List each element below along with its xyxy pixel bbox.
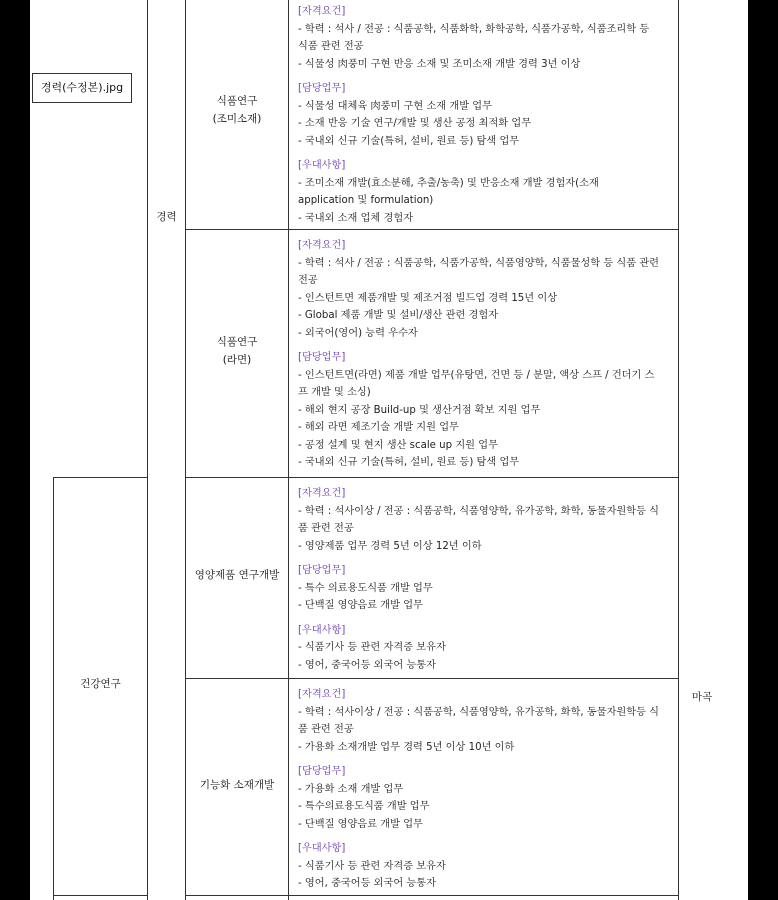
detail-line: - 특수의료용도식품 개발 업무 xyxy=(298,801,430,812)
job-details xyxy=(298,485,670,674)
row-divider xyxy=(185,895,679,896)
column-divider xyxy=(288,0,289,900)
row-divider xyxy=(53,477,148,478)
detail-line: - 식품기사 등 관련 자격증 보유자 xyxy=(298,642,446,653)
row-divider xyxy=(185,477,679,478)
detail-line: - 식물성 대체육 肉풍미 구현 소재 개발 업무 xyxy=(298,100,492,112)
detail-line: - 공정 설계 및 현지 생산 scale up 지원 업무 xyxy=(298,439,498,451)
detail-line: 식품 관련 전공 xyxy=(298,41,364,52)
job-title: 식품연구 (라면) xyxy=(216,336,258,366)
detail-line: - 소재 반응 기술 연구/개발 및 생산 공정 최적화 업무 xyxy=(298,118,532,129)
detail-line: - 인스턴트면(라면) 제품 개발 업무(유탕면, 건면 등 / 분말, 액상 스프 / 건더기 스 xyxy=(298,369,655,381)
section-heading: [담당업무] xyxy=(298,565,346,576)
detail-line: - 가용화 소재 개발 업무 xyxy=(298,783,404,795)
detail-line: - 영어, 중국어등 외국어 능통자 xyxy=(298,659,436,671)
job-title: 식품연구 (조미소재) xyxy=(212,95,262,125)
detail-line: - 해외 현지 공장 Build-up 및 생산거점 확보 지원 업무 xyxy=(298,404,541,416)
file-name-tag[interactable]: 경력(수정본).jpg xyxy=(32,73,132,103)
detail-line: 전공 xyxy=(298,275,318,286)
column-divider xyxy=(185,0,186,900)
detail-line: - 특수 의료용도식품 개발 업무 xyxy=(298,582,433,594)
section-heading: [담당업무] xyxy=(298,83,346,94)
section-heading: [자격요건] xyxy=(298,6,346,17)
section-heading: [자격요건] xyxy=(298,689,346,700)
section-heading: [우대사항] xyxy=(298,843,346,854)
detail-line: - 학력 : 석사 / 전공 : 식품공학, 식품화학, 화학공학, 식품가공학, 식품조리학 등 xyxy=(298,23,650,35)
document-page xyxy=(30,0,748,900)
location-label: 마곡 xyxy=(691,691,713,703)
department-label: 건강연구 xyxy=(80,678,121,690)
job-details xyxy=(298,237,670,472)
section-heading: [자격요건] xyxy=(298,240,346,251)
section-heading: [담당업무] xyxy=(298,766,346,777)
detail-line: - 외국어(영어) 능력 우수자 xyxy=(298,327,418,339)
job-title: 영양제품 연구개발 xyxy=(194,569,280,581)
detail-line: - 영양제품 업무 경력 5년 이상 12년 이하 xyxy=(298,540,482,552)
detail-line: - 학력 : 석사이상 / 전공 : 식품공학, 식품영양학, 유가공학, 화학, 동물자원학등 식 xyxy=(298,505,660,517)
job-details xyxy=(298,3,670,227)
detail-line: 품 관련 전공 xyxy=(298,724,354,735)
detail-line: - Global 제품 개발 및 설비/생산 관련 경험자 xyxy=(298,310,499,321)
section-heading: [자격요건] xyxy=(298,488,346,499)
detail-line: - 국내외 신규 기술(특허, 설비, 원료 등) 탐색 업무 xyxy=(298,135,520,147)
detail-line: - 국내외 신규 기술(특허, 설비, 원료 등) 탐색 업무 xyxy=(298,457,520,468)
detail-line: - 단백질 영양음료 개발 업무 xyxy=(298,600,423,611)
detail-line: - 식품기사 등 관련 자격증 보유자 xyxy=(298,860,446,872)
column-divider xyxy=(147,0,148,900)
detail-line: - 학력 : 석사 / 전공 : 식품공학, 식품가공학, 식품영양학, 식품물성학 등 식품 관련 xyxy=(298,257,660,269)
detail-line: 프 개발 및 소싱) xyxy=(298,387,371,398)
detail-line: - 단백질 영양음료 개발 업무 xyxy=(298,818,423,830)
section-heading: [담당업무] xyxy=(298,352,346,363)
row-divider xyxy=(185,678,679,679)
detail-line: - 식물성 肉풍미 구현 반응 소재 및 조미소재 개발 경력 3년 이상 xyxy=(298,58,581,70)
detail-line: - 가용화 소재개발 업무 경력 5년 이상 10년 이하 xyxy=(298,741,515,753)
section-heading: [우대사항] xyxy=(298,160,346,171)
detail-line: - 국내외 소재 업체 경험자 xyxy=(298,212,414,224)
column-divider xyxy=(678,0,679,900)
detail-line: - 조미소재 개발(효소분해, 추출/농축) 및 반응소재 개발 경험자(소재 xyxy=(298,177,599,189)
job-details xyxy=(298,686,670,893)
detail-line: - 해외 라면 제조기술 개발 지원 업무 xyxy=(298,422,459,433)
detail-line: - 인스턴트면 제품개발 및 제조거점 빌드업 경력 15년 이상 xyxy=(298,292,558,304)
row-divider xyxy=(185,229,679,230)
career-label: 경력 xyxy=(156,211,177,223)
detail-line: - 영어, 중국어등 외국어 능통자 xyxy=(298,878,436,889)
detail-line: - 학력 : 석사이상 / 전공 : 식품공학, 식품영양학, 유가공학, 화학, 동물자원학등 식 xyxy=(298,706,660,718)
section-heading: [우대사항] xyxy=(298,624,346,636)
job-title: 기능화 소재개발 xyxy=(199,779,275,791)
detail-line: application 및 formulation) xyxy=(298,195,434,206)
row-divider xyxy=(53,895,148,896)
detail-line: 품 관련 전공 xyxy=(298,523,354,534)
